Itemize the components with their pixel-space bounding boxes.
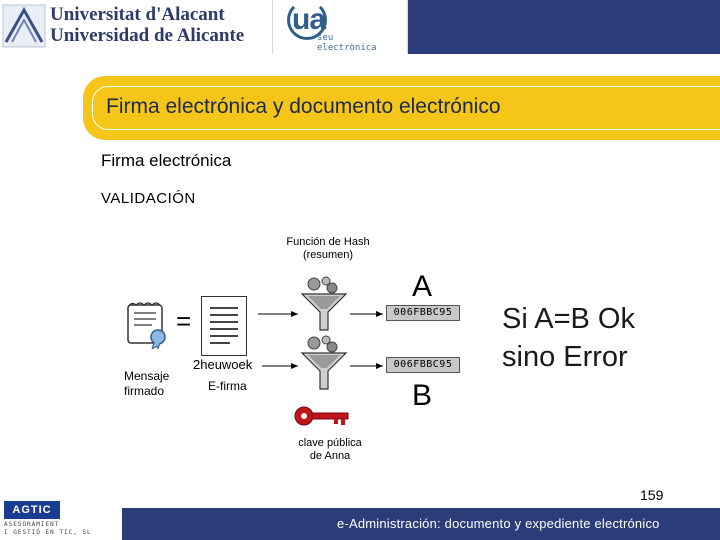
signature-code: 2heuwoek bbox=[193, 357, 253, 372]
public-key-icon bbox=[294, 405, 352, 427]
ua-sub-line-1: seu bbox=[317, 33, 334, 43]
decrypt-funnel-icon bbox=[300, 335, 348, 391]
public-key-label-line-2: de Anna bbox=[309, 450, 351, 462]
slide-subtitle: Firma electrónica bbox=[101, 151, 232, 170]
hash-value-a: 006FBBC95 bbox=[386, 305, 460, 321]
agtic-tagline-line-2: I GESTIÓ EN TIC, SL bbox=[4, 529, 92, 536]
agtic-logo: AGTIC bbox=[4, 501, 60, 519]
section-heading: VALIDACIÓN bbox=[101, 190, 196, 207]
slide-title: Firma electrónica y documento electrónico bbox=[106, 95, 501, 118]
validation-result-line-1: Si A=B Ok bbox=[502, 303, 635, 335]
agtic-tagline-line-1: ASESORAMIENT bbox=[4, 521, 60, 528]
equals-sign: = bbox=[176, 306, 192, 336]
public-key-label bbox=[280, 437, 380, 463]
footer-text: e-Administración: documento y expediente electrónico bbox=[337, 516, 660, 531]
validation-result bbox=[502, 300, 635, 376]
university-name-ca: Universitat d'Alacant bbox=[50, 4, 225, 25]
label-a: A bbox=[412, 270, 433, 303]
signed-message-label-line-2: firmado bbox=[124, 384, 165, 398]
hash-funnel-icon bbox=[300, 276, 348, 332]
label-b: B bbox=[412, 379, 433, 412]
university-name-es: Universidad de Alicante bbox=[50, 25, 245, 46]
hash-value-b: 006FBBC95 bbox=[386, 357, 460, 373]
agtic-tagline bbox=[4, 521, 92, 537]
page-number: 159 bbox=[640, 487, 664, 503]
hash-function-label-line-2: (resumen) bbox=[302, 249, 354, 261]
signed-message-label-line-1: Mensaje bbox=[124, 369, 170, 383]
ua-sub-line-2: electrònica bbox=[317, 43, 377, 53]
ua-brand-mark: ua bbox=[292, 3, 326, 36]
hash-function-label-line-1: Función de Hash bbox=[286, 236, 370, 248]
validation-result-line-2: sino Error bbox=[502, 341, 628, 373]
esign-label: E-firma bbox=[208, 379, 247, 393]
public-key-label-line-1: clave pública bbox=[298, 437, 362, 449]
